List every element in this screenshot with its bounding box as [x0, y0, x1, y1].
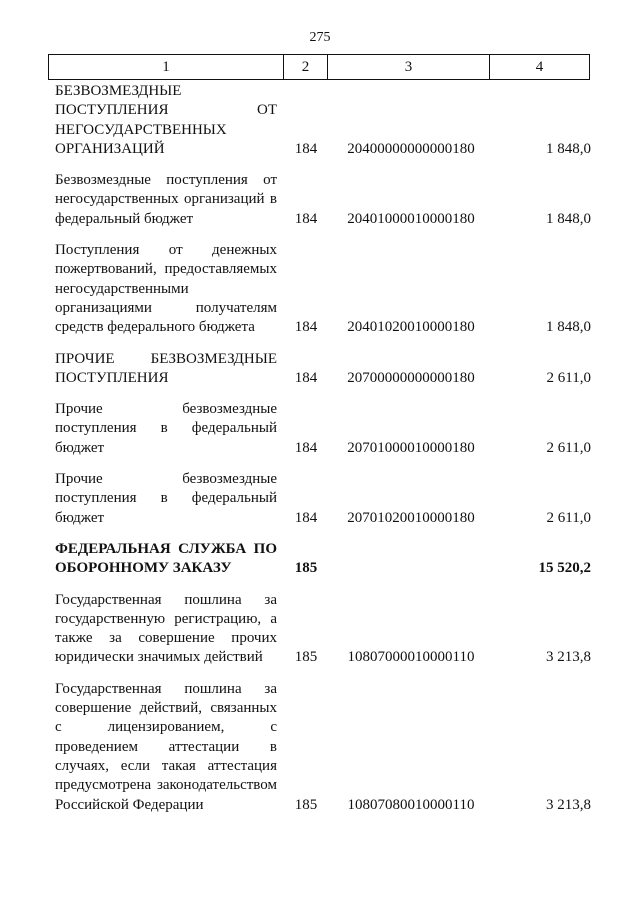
table-row — [0, 350, 640, 389]
row-classification-code: 10807080010000110 — [347, 796, 475, 813]
row-classification-code: 10807000010000110 — [347, 649, 475, 666]
row-chapter-code: 184 — [294, 369, 318, 386]
row-name: БЕЗВОЗМЕЗДНЫЕ ПОСТУПЛЕНИЯ ОТ НЕГОСУДАРСТВЕННЫХ ОРГАНИЗАЦИЙ — [55, 83, 277, 157]
row-chapter-code: 185 — [294, 649, 318, 666]
row-amount: 2 611,0 — [546, 509, 591, 526]
row-name: Безвозмездные поступления от негосударственных организаций в федеральный бюджет — [55, 172, 277, 227]
row-classification-code: 20700000000000180 — [347, 369, 475, 386]
row-amount: 1 848,0 — [546, 210, 591, 227]
row-name: Прочие безвозмездные поступления в федеральный бюджет — [55, 471, 277, 526]
table-row — [0, 680, 640, 815]
row-chapter-code: 184 — [294, 439, 318, 456]
row-chapter-code: 185 — [294, 796, 318, 813]
row-name: Государственная пошлина за государственную регистрацию, а также за совершение прочих юридически значимых действий — [55, 591, 277, 666]
table-row — [0, 241, 640, 337]
table-row — [0, 540, 640, 579]
column-header-3: 3 — [328, 55, 490, 80]
row-name: Поступления от денежных пожертвований, предоставляемых негосударственными организациями получателям средств федерального бюджета — [55, 242, 277, 336]
row-name: ФЕДЕРАЛЬНАЯ СЛУЖБА ПО ОБОРОННОМУ ЗАКАЗУ — [55, 540, 277, 577]
row-classification-code: 20701020010000180 — [347, 509, 475, 526]
row-classification-code: 20701000010000180 — [347, 439, 475, 456]
row-amount: 3 213,8 — [546, 649, 591, 666]
row-amount: 3 213,8 — [546, 796, 591, 813]
table-row — [0, 171, 640, 229]
table-row — [0, 470, 640, 528]
row-amount: 2 611,0 — [546, 369, 591, 386]
column-header-2: 2 — [284, 55, 328, 80]
column-header-4: 4 — [490, 55, 590, 80]
row-amount: 1 848,0 — [546, 140, 591, 157]
column-header-row — [49, 55, 590, 80]
row-chapter-code: 185 — [294, 560, 318, 577]
budget-table-body — [0, 82, 640, 827]
table-row — [0, 82, 640, 159]
table-row — [0, 591, 640, 668]
row-amount: 2 611,0 — [546, 439, 591, 456]
row-amount: 1 848,0 — [546, 319, 591, 336]
row-classification-code: 20401000010000180 — [347, 210, 475, 227]
row-amount: 15 520,2 — [538, 560, 591, 577]
row-chapter-code: 184 — [294, 140, 318, 157]
page-number: 275 — [309, 30, 331, 45]
column-header-table — [48, 54, 590, 80]
row-classification-code: 20401020010000180 — [347, 319, 475, 336]
column-header-1: 1 — [49, 55, 284, 80]
row-name: ПРОЧИЕ БЕЗВОЗМЕЗДНЫЕ ПОСТУПЛЕНИЯ — [55, 350, 277, 386]
row-name: Государственная пошлина за совершение действий, связанных с лицензированием, с проведением аттестации в случаях, если такая аттестация предусмотрена законодательством Российской Федерации — [55, 680, 277, 813]
row-chapter-code: 184 — [294, 509, 318, 526]
row-classification-code: 20400000000000180 — [347, 140, 475, 157]
row-chapter-code: 184 — [294, 210, 318, 227]
table-row — [0, 400, 640, 458]
row-chapter-code: 184 — [294, 319, 318, 336]
row-name: Прочие безвозмездные поступления в федеральный бюджет — [55, 401, 277, 456]
